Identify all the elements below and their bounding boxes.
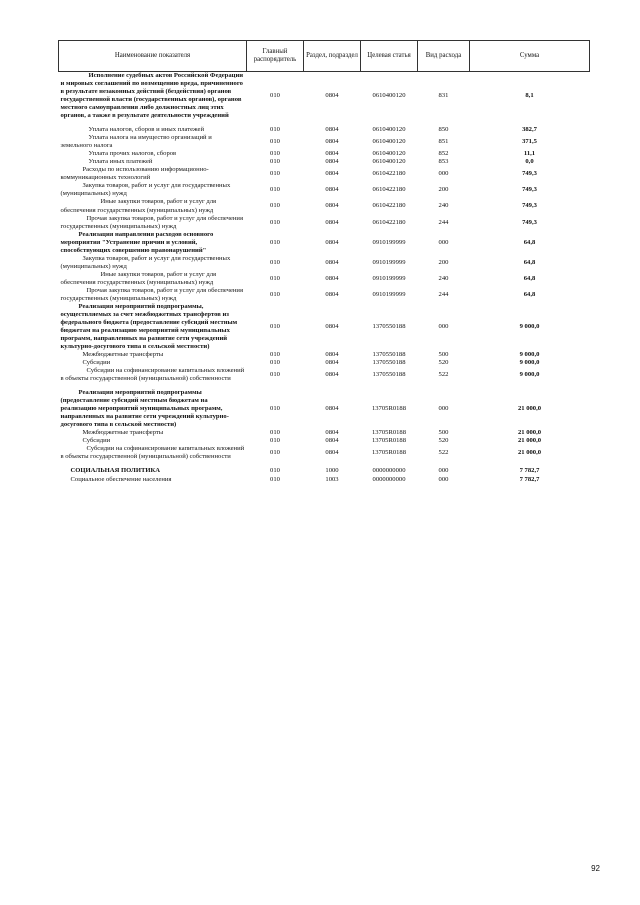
row-target-article: 1370550188 bbox=[372, 351, 406, 359]
header-target-article: Целевая статья bbox=[361, 41, 418, 72]
row-sum: 64,8 bbox=[523, 290, 536, 298]
table-row bbox=[59, 437, 590, 445]
row-expense-type: 000 bbox=[438, 170, 449, 178]
row-section: 1000 bbox=[325, 467, 339, 475]
row-main-manager: 010 bbox=[270, 449, 280, 457]
row-main-manager: 010 bbox=[270, 238, 280, 246]
table-row bbox=[59, 429, 590, 437]
row-name: Субсидии bbox=[82, 437, 111, 445]
row-main-manager: 010 bbox=[270, 138, 280, 146]
row-section: 0804 bbox=[325, 429, 339, 437]
row-section: 0804 bbox=[325, 138, 339, 146]
table-row bbox=[59, 198, 590, 214]
row-section: 0804 bbox=[325, 437, 339, 445]
row-name: Прочая закупка товаров, работ и услуг для обеспечения государственных (муниципальных) нужд bbox=[60, 286, 243, 302]
row-expense-type: 520 bbox=[438, 437, 449, 445]
row-section: 0804 bbox=[325, 371, 339, 379]
row-section: 0804 bbox=[325, 322, 339, 330]
row-expense-type: 244 bbox=[438, 290, 449, 298]
row-name: Иные закупки товаров, работ и услуг для обеспечения государственных (муниципальных) нужд bbox=[60, 270, 217, 286]
row-name: Реализация направления расходов основного мероприятия "Устранение причин и условий, способствующих совершению правонарушений" bbox=[60, 230, 214, 254]
row-expense-type: 000 bbox=[438, 238, 449, 246]
row-sum: 64,8 bbox=[523, 274, 536, 282]
row-sum: 21 000,0 bbox=[517, 429, 542, 437]
row-name: Прочая закупка товаров, работ и услуг для обеспечения государственных (муниципальных) нужд bbox=[60, 214, 243, 230]
row-sum: 749,3 bbox=[522, 218, 537, 226]
row-main-manager: 010 bbox=[270, 92, 280, 100]
row-name: СОЦИАЛЬНАЯ ПОЛИТИКА bbox=[70, 467, 161, 475]
row-target-article: 0610422180 bbox=[372, 170, 406, 178]
table-row bbox=[59, 367, 590, 383]
row-target-article: 0000000000 bbox=[372, 475, 406, 483]
table-row bbox=[59, 351, 590, 359]
table-row bbox=[59, 182, 590, 198]
row-section: 0804 bbox=[325, 202, 339, 210]
row-sum: 64,8 bbox=[523, 258, 536, 266]
row-expense-type: 500 bbox=[438, 429, 449, 437]
table-body bbox=[59, 72, 590, 484]
row-sum: 21 000,0 bbox=[517, 437, 542, 445]
row-expense-type: 853 bbox=[438, 158, 449, 166]
table-row bbox=[59, 271, 590, 287]
row-section: 0804 bbox=[325, 351, 339, 359]
row-main-manager: 010 bbox=[270, 274, 280, 282]
row-main-manager: 010 bbox=[270, 351, 280, 359]
row-section: 0804 bbox=[325, 274, 339, 282]
row-sum: 9 000,0 bbox=[519, 371, 540, 379]
row-expense-type: 522 bbox=[438, 371, 449, 379]
row-target-article: 0910199999 bbox=[372, 238, 406, 246]
row-section: 0804 bbox=[325, 158, 339, 166]
row-main-manager: 010 bbox=[270, 186, 280, 194]
row-name: Межбюджетные трансферты bbox=[82, 429, 164, 437]
row-sum: 9 000,0 bbox=[519, 351, 540, 359]
row-target-article: 0610422180 bbox=[372, 218, 406, 226]
row-expense-type: 522 bbox=[438, 449, 449, 457]
row-target-article: 13705R0188 bbox=[371, 449, 407, 457]
row-expense-type: 200 bbox=[438, 258, 449, 266]
row-main-manager: 010 bbox=[270, 359, 280, 367]
row-main-manager: 010 bbox=[270, 218, 280, 226]
row-target-article: 1370550188 bbox=[372, 322, 406, 330]
row-name: Исполнение судебных актов Российской Федерации и мировых соглашений по возмещению вреда, причиненного в результате незаконных действий (бездействия) органов государственной власти (государственных органов), органов местного самоуправления либо должностных лиц этих органов, а также в результате деятельности учреждений bbox=[60, 72, 244, 120]
row-name: Реализация мероприятий подпрограммы, осуществляемых за счет межбюджетных трансфертов из федерального бюджета (предоставление субсидий местным бюджетам на реализацию мероприятий муниципальных программ, направленных на развитие сети учреждений культурно-досугового типа в сельской местности) bbox=[60, 302, 238, 351]
row-target-article: 0610400120 bbox=[372, 158, 406, 166]
row-target-article: 1370550188 bbox=[372, 359, 406, 367]
table-row bbox=[59, 255, 590, 271]
table-row bbox=[59, 215, 590, 231]
row-name: Межбюджетные трансферты bbox=[82, 351, 164, 359]
header-main-manager: Главный распорядитель bbox=[247, 41, 304, 72]
row-target-article: 0610400120 bbox=[372, 92, 406, 100]
row-section: 0804 bbox=[325, 126, 339, 134]
row-expense-type: 500 bbox=[438, 351, 449, 359]
row-name: Уплата прочих налогов, сборов bbox=[88, 150, 177, 158]
row-name: Уплата налогов, сборов и иных платежей bbox=[88, 126, 204, 134]
row-name: Субсидии на софинансирование капитальных вложений в объекты государственной (муниципальной) собственности bbox=[60, 367, 245, 383]
row-sum: 9 000,0 bbox=[519, 359, 540, 367]
row-expense-type: 200 bbox=[438, 186, 449, 194]
table-row bbox=[59, 134, 590, 150]
row-main-manager: 010 bbox=[270, 150, 280, 158]
row-section: 1003 bbox=[325, 475, 339, 483]
row-expense-type: 520 bbox=[438, 359, 449, 367]
header-section: Раздел, подраздел bbox=[304, 41, 361, 72]
row-sum: 382,7 bbox=[522, 126, 537, 134]
row-expense-type: 831 bbox=[438, 92, 449, 100]
row-target-article: 13705R0188 bbox=[371, 429, 407, 437]
row-target-article: 0610400120 bbox=[372, 126, 406, 134]
row-section: 0804 bbox=[325, 150, 339, 158]
row-section: 0804 bbox=[325, 449, 339, 457]
row-main-manager: 010 bbox=[270, 170, 280, 178]
row-expense-type: 000 bbox=[438, 405, 449, 413]
row-sum: 9 000,0 bbox=[519, 322, 540, 330]
table-row bbox=[59, 445, 590, 461]
row-target-article: 0610400120 bbox=[372, 150, 406, 158]
row-main-manager: 010 bbox=[270, 258, 280, 266]
row-target-article: 0910199999 bbox=[372, 274, 406, 282]
row-name: Уплата иных платежей bbox=[88, 158, 153, 166]
row-sum: 749,3 bbox=[522, 170, 537, 178]
row-target-article: 0610422180 bbox=[372, 186, 406, 194]
row-sum: 371,5 bbox=[522, 138, 537, 146]
row-name: Расходы по использованию информационно-коммуникационных технологий bbox=[60, 166, 209, 182]
row-sum: 0,0 bbox=[525, 158, 534, 166]
row-main-manager: 010 bbox=[270, 290, 280, 298]
row-sum: 7 782,7 bbox=[519, 475, 540, 483]
row-name: Закупка товаров, работ и услуг для государственных (муниципальных) нужд bbox=[60, 182, 231, 198]
row-sum: 7 782,7 bbox=[519, 467, 540, 475]
row-main-manager: 010 bbox=[270, 429, 280, 437]
row-sum: 749,3 bbox=[522, 186, 537, 194]
header-expense-type: Вид расхода bbox=[418, 41, 470, 72]
row-target-article: 0610422180 bbox=[372, 202, 406, 210]
row-main-manager: 010 bbox=[270, 437, 280, 445]
row-target-article: 13705R0188 bbox=[371, 437, 407, 445]
table-row bbox=[59, 467, 590, 475]
row-name: Субсидии bbox=[82, 359, 111, 367]
row-sum: 749,3 bbox=[522, 202, 537, 210]
row-section: 0804 bbox=[325, 218, 339, 226]
row-section: 0804 bbox=[325, 238, 339, 246]
table-row bbox=[59, 150, 590, 158]
row-expense-type: 000 bbox=[438, 322, 449, 330]
row-target-article: 1370550188 bbox=[372, 371, 406, 379]
row-name: Уплата налога на имущество организаций и земельного налога bbox=[60, 134, 212, 150]
page-number: 92 bbox=[591, 864, 600, 873]
table-row bbox=[59, 158, 590, 166]
row-target-article: 0000000000 bbox=[372, 467, 406, 475]
row-name: Субсидии на софинансирование капитальных вложений в объекты государственной (муниципальной) собственности bbox=[60, 445, 245, 461]
table-row bbox=[59, 231, 590, 255]
table-row bbox=[59, 389, 590, 429]
row-name: Закупка товаров, работ и услуг для государственных (муниципальных) нужд bbox=[60, 254, 231, 270]
row-target-article: 0910199999 bbox=[372, 290, 406, 298]
row-expense-type: 244 bbox=[438, 218, 449, 226]
row-section: 0804 bbox=[325, 186, 339, 194]
row-sum: 21 000,0 bbox=[517, 405, 542, 413]
row-expense-type: 851 bbox=[438, 138, 449, 146]
row-name: Иные закупки товаров, работ и услуг для обеспечения государственных (муниципальных) нужд bbox=[60, 198, 217, 214]
row-sum: 8,1 bbox=[525, 92, 534, 100]
row-main-manager: 010 bbox=[270, 371, 280, 379]
row-target-article: 13705R0188 bbox=[371, 405, 407, 413]
table-row bbox=[59, 359, 590, 367]
row-section: 0804 bbox=[325, 92, 339, 100]
row-main-manager: 010 bbox=[270, 202, 280, 210]
row-sum: 11,1 bbox=[523, 150, 536, 158]
row-section: 0804 bbox=[325, 258, 339, 266]
table-row bbox=[59, 303, 590, 351]
table-row bbox=[59, 126, 590, 134]
row-expense-type: 000 bbox=[438, 467, 449, 475]
row-expense-type: 240 bbox=[438, 202, 449, 210]
row-section: 0804 bbox=[325, 405, 339, 413]
row-expense-type: 850 bbox=[438, 126, 449, 134]
row-sum: 64,8 bbox=[523, 238, 536, 246]
row-main-manager: 010 bbox=[270, 322, 280, 330]
row-target-article: 0910199999 bbox=[372, 258, 406, 266]
row-section: 0804 bbox=[325, 290, 339, 298]
row-main-manager: 010 bbox=[270, 126, 280, 134]
budget-table bbox=[58, 40, 590, 484]
row-target-article: 0610400120 bbox=[372, 138, 406, 146]
row-section: 0804 bbox=[325, 359, 339, 367]
table-row bbox=[59, 166, 590, 182]
row-sum: 21 000,0 bbox=[517, 449, 542, 457]
header-indicator-name: Наименование показателя bbox=[59, 41, 247, 72]
header-sum: Сумма bbox=[470, 41, 590, 72]
row-name: Реализация мероприятий подпрограммы (предоставление субсидий местным бюджетам на реализацию мероприятий муниципальных программ, направленных на развитие сети учреждений культурно-досугового типа в сельской местности) bbox=[60, 389, 229, 429]
row-main-manager: 010 bbox=[270, 475, 280, 483]
table-row bbox=[59, 476, 590, 484]
row-main-manager: 010 bbox=[270, 158, 280, 166]
table-row bbox=[59, 72, 590, 121]
row-name: Социальное обеспечение населения bbox=[70, 475, 172, 483]
table-row bbox=[59, 287, 590, 303]
row-expense-type: 852 bbox=[438, 150, 449, 158]
row-main-manager: 010 bbox=[270, 405, 280, 413]
row-expense-type: 000 bbox=[438, 475, 449, 483]
row-main-manager: 010 bbox=[270, 467, 280, 475]
row-expense-type: 240 bbox=[438, 274, 449, 282]
row-section: 0804 bbox=[325, 170, 339, 178]
table-header bbox=[59, 41, 590, 72]
